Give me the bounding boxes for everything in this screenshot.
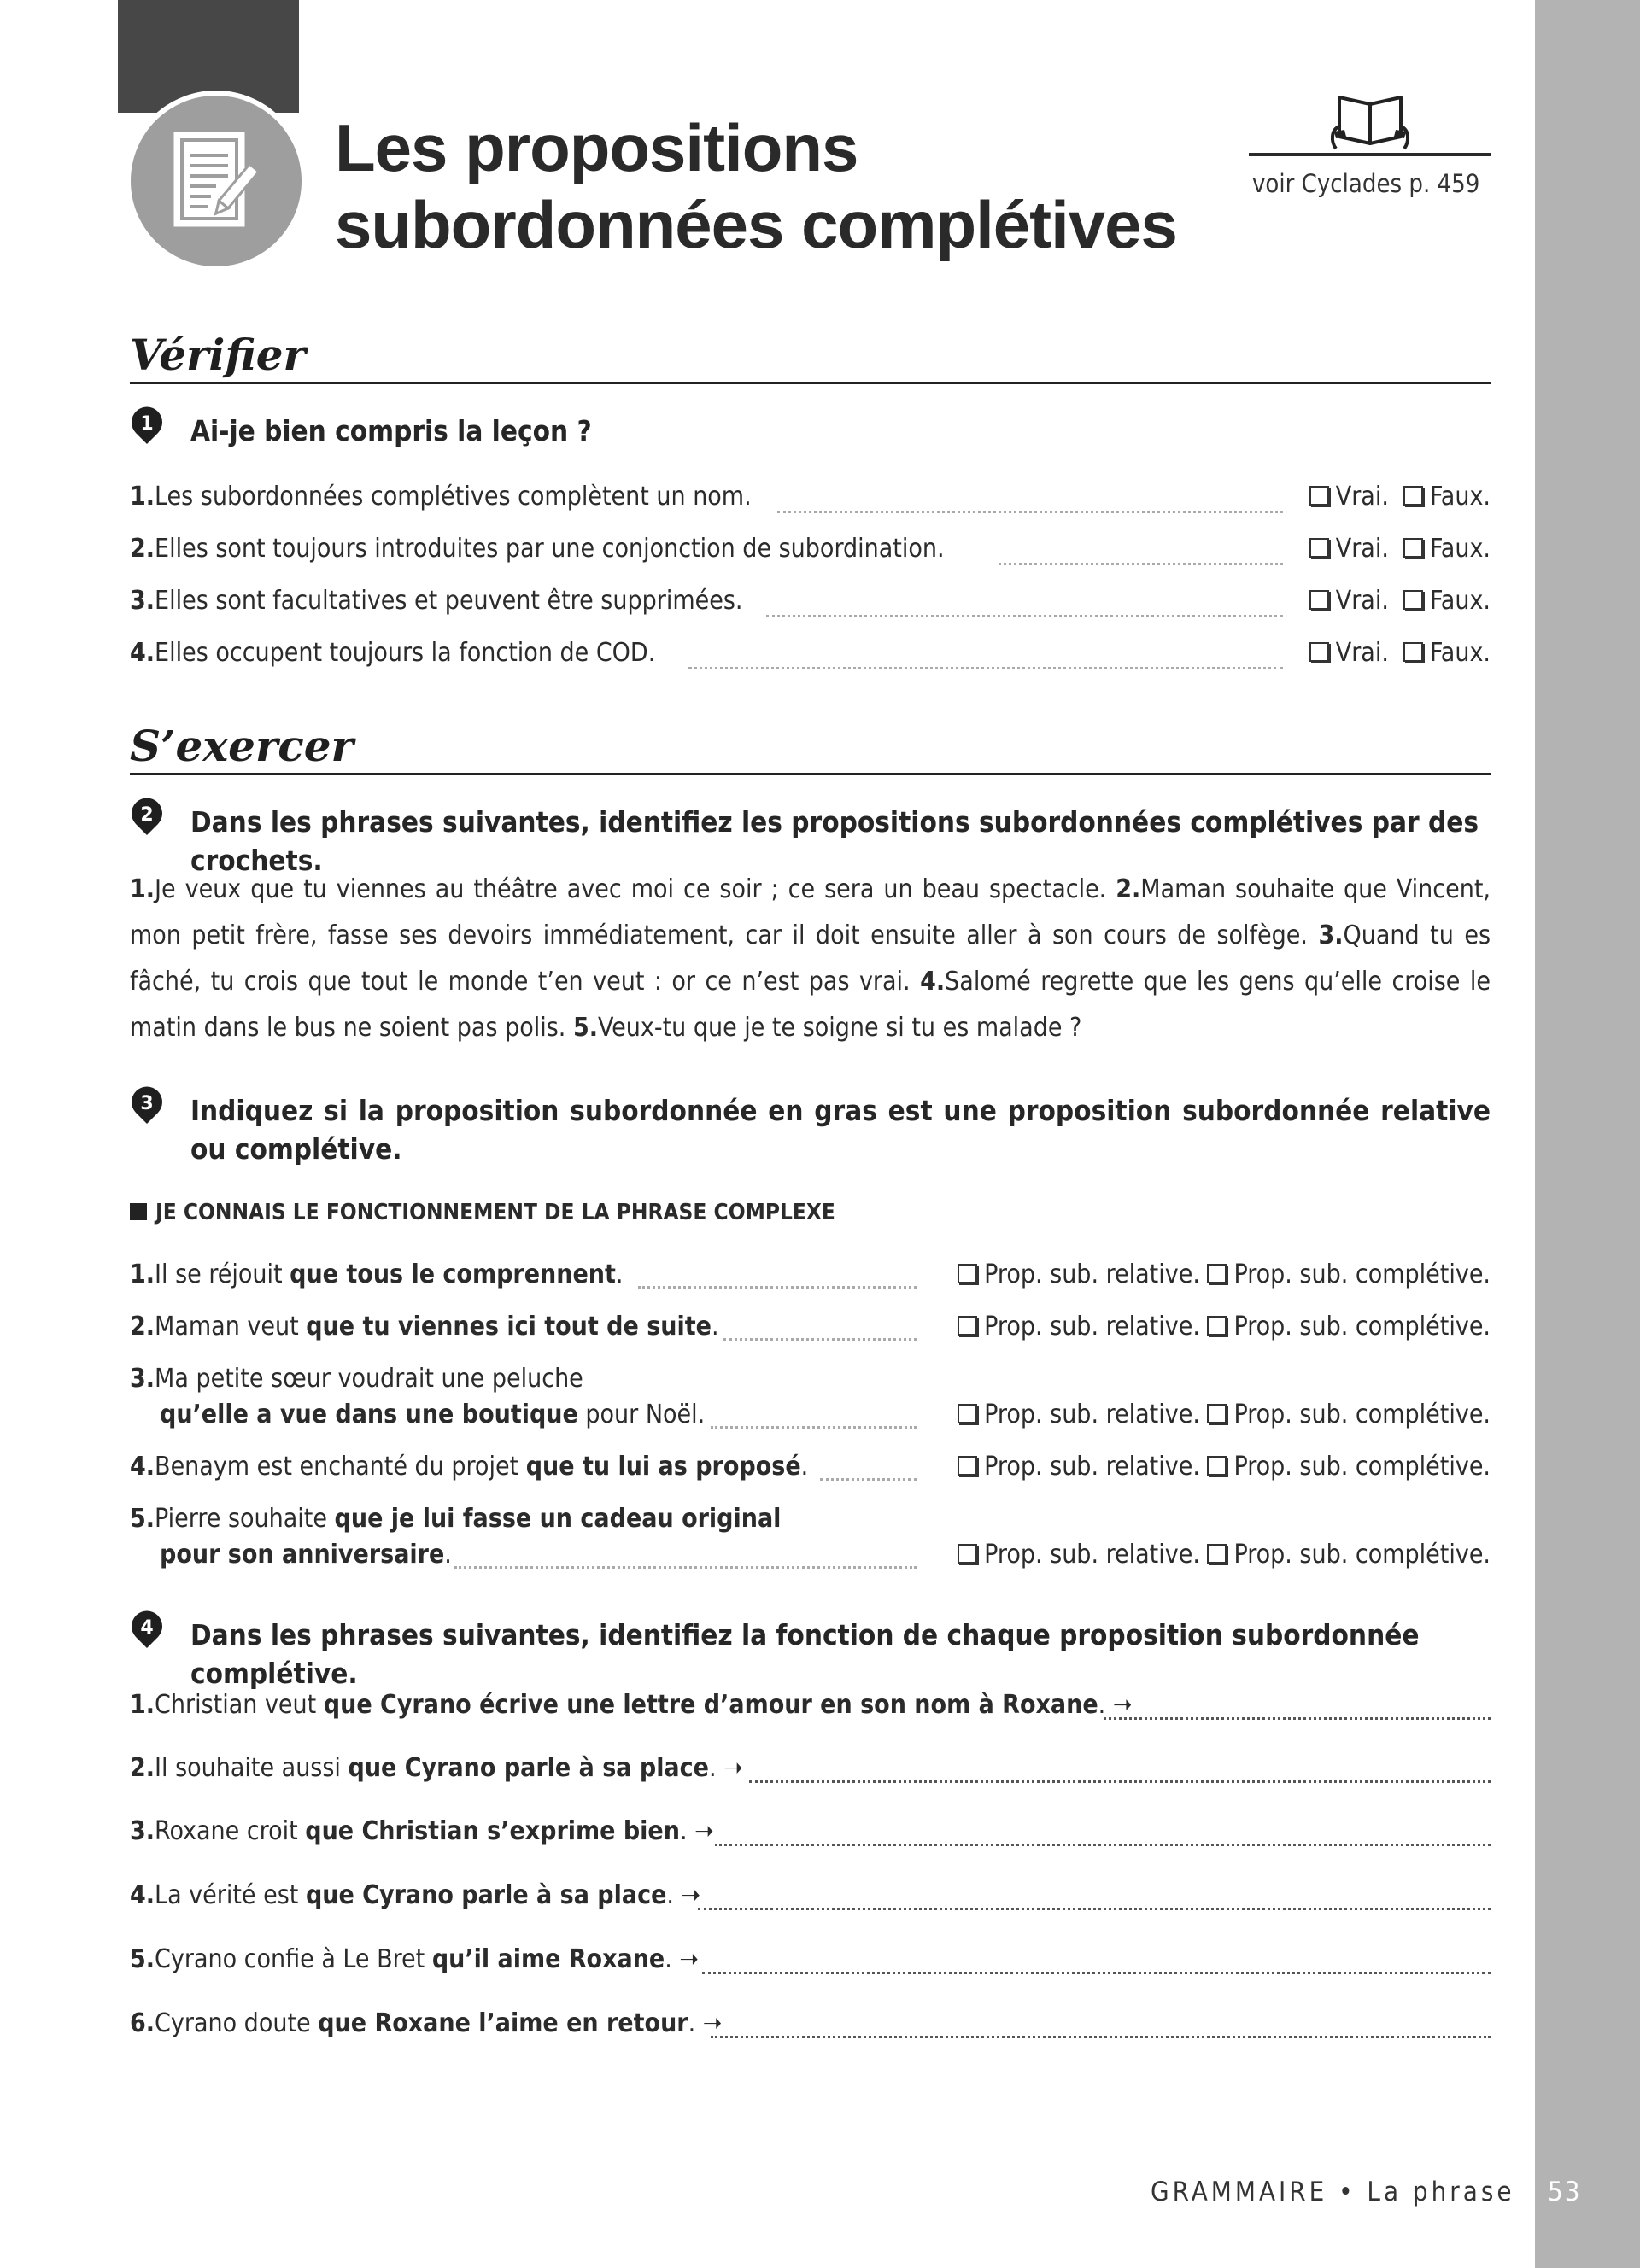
ex4-item [130, 1688, 1491, 1722]
true-false-choices [1309, 480, 1491, 514]
item-text: La vérité est [155, 1880, 306, 1910]
item-text: Roxane croit [155, 1816, 306, 1846]
false-label: Faux. [1430, 482, 1491, 511]
ex4-item [130, 2007, 1491, 2041]
checkbox-completive[interactable] [1207, 1316, 1227, 1336]
item-text: Il se réjouit [155, 1260, 290, 1289]
sentence-number: 1. [130, 874, 155, 904]
checkbox-true[interactable] [1309, 590, 1329, 610]
item-text: . [708, 1753, 717, 1783]
sentence-text: Maman souhaite que Vincent, mon petit frère, fasse ses devoirs immédiatement, car il doit ensuite aller à son cours de solfège. [130, 874, 1491, 950]
document-pencil-icon [131, 96, 302, 266]
square-bullet-icon [130, 1203, 147, 1220]
item-bold: qu’il aime Roxane [431, 1944, 665, 1974]
arrow-right-icon: ➝ [1112, 1690, 1133, 1720]
item-bold: que tous le comprennent [290, 1260, 616, 1289]
dotted-leader [711, 1397, 917, 1429]
item-bold: pour son anniversaire [160, 1540, 445, 1569]
dotted-leader [688, 636, 1283, 669]
item-text: . [679, 1816, 688, 1846]
completive-label: Prop. sub. complétive. [1233, 1400, 1491, 1429]
item-text: . [1098, 1690, 1106, 1720]
sentence-text: Je veux que tu viennes au théâtre avec moi ce soir ; ce sera un beau spectacle. [155, 874, 1107, 904]
sentence-number: 4. [920, 967, 946, 997]
ex3-item [130, 1501, 1491, 1573]
item-bold: que Christian s’exprime bien [305, 1816, 680, 1846]
ex3-item [130, 1449, 1491, 1485]
page-title [335, 109, 1177, 263]
checkbox-true[interactable] [1309, 486, 1329, 506]
relative-label: Prop. sub. relative. [984, 1260, 1200, 1289]
item-text: Ma petite sœur voudrait une peluche [155, 1364, 583, 1394]
item-text: Maman veut [155, 1312, 307, 1342]
item-number: 3. [130, 1364, 155, 1394]
ex1-item [130, 480, 1491, 514]
footer-subject: GRAMMAIRE [1151, 2177, 1328, 2207]
exercise-3-title: Indiquez si la proposition subordonnée en gras est une proposition subordonnée relative ou complétive. [190, 1094, 1491, 1166]
item-text: . [444, 1540, 452, 1569]
relative-completive-choices [958, 1449, 1491, 1485]
true-label: Vrai. [1335, 482, 1389, 511]
footer-chapter: La phrase [1367, 2177, 1515, 2207]
checkbox-true[interactable] [1309, 642, 1329, 662]
item-text: Elles sont toujours introduites par une conjonction de subordination. [155, 534, 945, 564]
arrow-right-icon: ➝ [723, 1753, 743, 1783]
completive-label: Prop. sub. complétive. [1233, 1260, 1491, 1289]
side-band [1535, 0, 1640, 2268]
item-bold: qu’elle a vue dans une boutique [160, 1400, 578, 1429]
item-text: Les subordonnées complétives complètent un nom. [155, 482, 752, 511]
dotted-leader [638, 1257, 917, 1289]
item-text: . [688, 2008, 696, 2038]
item-text: . [711, 1312, 719, 1342]
ex3-item [130, 1361, 1491, 1433]
sentence-text: Quand tu es fâché, tu crois que tout le monde t’en veut : or ce n’est pas vrai. [130, 921, 1491, 997]
checkbox-false[interactable] [1403, 486, 1423, 506]
answer-line[interactable] [698, 1879, 1491, 1910]
title-line-2: subordonnées complétives [335, 187, 1177, 262]
item-text: Benaym est enchanté du projet [155, 1452, 526, 1482]
number-badge-icon [131, 1085, 163, 1125]
completive-label: Prop. sub. complétive. [1233, 1452, 1491, 1482]
dotted-leader [820, 1449, 917, 1481]
item-number: 2. [130, 1753, 155, 1783]
title-line-1: Les propositions [335, 110, 858, 185]
ex4-item [130, 1943, 1491, 1977]
dotted-leader [454, 1537, 917, 1569]
arrow-right-icon: ➝ [694, 1816, 714, 1846]
dotted-leader [999, 532, 1283, 565]
item-bold: que je lui fasse un cadeau original [334, 1504, 782, 1534]
item-number: 5. [130, 1944, 155, 1974]
ex4-item [130, 1751, 1491, 1786]
item-text: Cyrano doute [155, 2008, 319, 2038]
completive-label: Prop. sub. complétive. [1233, 1540, 1491, 1569]
item-text: . [800, 1452, 809, 1482]
item-bold: que Cyrano écrive une lettre d’amour en son nom à Roxane [323, 1690, 1098, 1720]
relative-label: Prop. sub. relative. [984, 1452, 1200, 1482]
item-text: Il souhaite aussi [155, 1753, 348, 1783]
checkbox-true[interactable] [1309, 538, 1329, 558]
relative-completive-choices [958, 1309, 1491, 1345]
exercise-2-paragraph [130, 867, 1491, 1051]
arrow-right-icon: ➝ [702, 2008, 723, 2038]
answer-line[interactable] [702, 1943, 1491, 1974]
relative-label: Prop. sub. relative. [984, 1400, 1200, 1429]
ex3-item [130, 1257, 1491, 1293]
sentence-number: 3. [1318, 921, 1344, 950]
relative-completive-choices [958, 1257, 1491, 1293]
checkbox-false[interactable] [1403, 538, 1423, 558]
number-badge-icon [131, 406, 163, 445]
item-text: . [615, 1260, 624, 1289]
item-number: 4. [130, 638, 155, 668]
false-label: Faux. [1430, 534, 1491, 564]
item-number: 1. [130, 1260, 155, 1289]
checkbox-completive[interactable] [1207, 1404, 1227, 1423]
item-bold: que Roxane l’aime en retour [318, 2008, 688, 2038]
sentence-number: 5. [572, 1013, 599, 1043]
ex1-item [130, 532, 1491, 566]
item-number: 2. [130, 1312, 155, 1342]
arrow-right-icon: ➝ [679, 1944, 700, 1974]
dotted-leader [723, 1309, 917, 1341]
item-number: 6. [130, 2008, 155, 2038]
item-number: 4. [130, 1452, 155, 1482]
true-false-choices [1309, 584, 1491, 618]
exercise-2-title: Dans les phrases suivantes, identifiez les propositions subordonnées complétives par des crochets. [190, 805, 1479, 877]
false-label: Faux. [1430, 586, 1491, 616]
item-number: 3. [130, 586, 155, 616]
badge-number: 1 [140, 413, 154, 435]
skill-heading [130, 1200, 835, 1225]
item-text: Christian veut [155, 1690, 324, 1720]
checkbox-completive[interactable] [1207, 1544, 1227, 1564]
ex4-item [130, 1815, 1491, 1849]
reference-text: voir Cyclades p. 459 [1252, 169, 1480, 198]
true-label: Vrai. [1335, 586, 1389, 616]
item-number: 2. [130, 534, 155, 564]
checkbox-false[interactable] [1403, 642, 1423, 662]
false-label: Faux. [1430, 638, 1491, 668]
relative-completive-choices [958, 1537, 1491, 1573]
checkbox-false[interactable] [1403, 590, 1423, 610]
page-number: 53 [1548, 2177, 1582, 2207]
skill-text: JE CONNAIS LE FONCTIONNEMENT DE LA PHRASE COMPLEXE [155, 1200, 835, 1225]
section-exercer [130, 720, 1491, 775]
item-number: 1. [130, 1690, 155, 1720]
item-text: pour Noël. [577, 1400, 706, 1429]
badge-number: 4 [140, 1617, 154, 1639]
checkbox-relative[interactable] [958, 1316, 977, 1336]
exercise-1-title: Ai-je bien compris la leçon ? [190, 414, 592, 447]
true-label: Vrai. [1335, 638, 1389, 668]
footer-running-head [1151, 2177, 1515, 2207]
checkbox-relative[interactable] [958, 1404, 977, 1423]
ex1-item [130, 584, 1491, 618]
item-text: Pierre souhaite [155, 1504, 335, 1534]
item-text: Elles sont facultatives et peuvent être supprimées. [155, 586, 743, 616]
badge-number: 2 [140, 804, 154, 826]
checkbox-relative[interactable] [958, 1456, 977, 1476]
relative-completive-choices [958, 1397, 1491, 1433]
true-false-choices [1309, 636, 1491, 670]
true-label: Vrai. [1335, 534, 1389, 564]
answer-line[interactable] [711, 2007, 1491, 2038]
dotted-leader [766, 584, 1283, 617]
checkbox-relative[interactable] [958, 1544, 977, 1564]
footer-bullet: • [1338, 2177, 1356, 2207]
item-number: 5. [130, 1504, 155, 1534]
item-text: . [666, 1880, 674, 1910]
arrow-right-icon: ➝ [681, 1880, 701, 1910]
item-bold: que tu lui as proposé [525, 1452, 801, 1482]
number-badge-icon [131, 1610, 163, 1649]
ex3-item [130, 1309, 1491, 1345]
number-badge-icon [131, 797, 163, 836]
answer-line[interactable] [715, 1815, 1491, 1846]
reading-book-icon [1327, 92, 1413, 154]
true-false-choices [1309, 532, 1491, 566]
sentence-text: Veux-tu que je te soigne si tu es malade ? [598, 1013, 1082, 1043]
item-text: Cyrano confie à Le Bret [155, 1944, 432, 1974]
sentence-text: Salomé regrette que les gens qu’elle croise le matin dans le bus ne soient pas polis. [130, 967, 1491, 1043]
relative-label: Prop. sub. relative. [984, 1312, 1200, 1342]
completive-label: Prop. sub. complétive. [1233, 1312, 1491, 1342]
relative-label: Prop. sub. relative. [984, 1540, 1200, 1569]
item-bold: que Cyrano parle à sa place [305, 1880, 667, 1910]
ex1-item [130, 636, 1491, 670]
item-text: Elles occupent toujours la fonction de COD. [155, 638, 656, 668]
item-number: 4. [130, 1880, 155, 1910]
answer-line[interactable] [749, 1751, 1491, 1783]
answer-line[interactable] [1104, 1688, 1491, 1720]
exercise-4-title: Dans les phrases suivantes, identifiez la fonction de chaque proposition subordonnée complétive. [190, 1618, 1420, 1690]
badge-number: 3 [140, 1093, 154, 1114]
section-verifier [130, 329, 1491, 384]
section-verifier-title: Vérifier [130, 330, 306, 380]
item-number: 3. [130, 1816, 155, 1846]
dotted-leader [777, 480, 1283, 513]
item-bold: que Cyrano parle à sa place [348, 1753, 709, 1783]
item-bold: que tu viennes ici tout de suite [306, 1312, 712, 1342]
checkbox-relative[interactable] [958, 1264, 977, 1283]
sentence-number: 2. [1116, 874, 1141, 904]
section-exercer-title: S’exercer [130, 721, 354, 771]
ex4-item [130, 1879, 1491, 1913]
checkbox-completive[interactable] [1207, 1264, 1227, 1283]
item-text: . [665, 1944, 672, 1974]
checkbox-completive[interactable] [1207, 1456, 1227, 1476]
item-number: 1. [130, 482, 155, 511]
